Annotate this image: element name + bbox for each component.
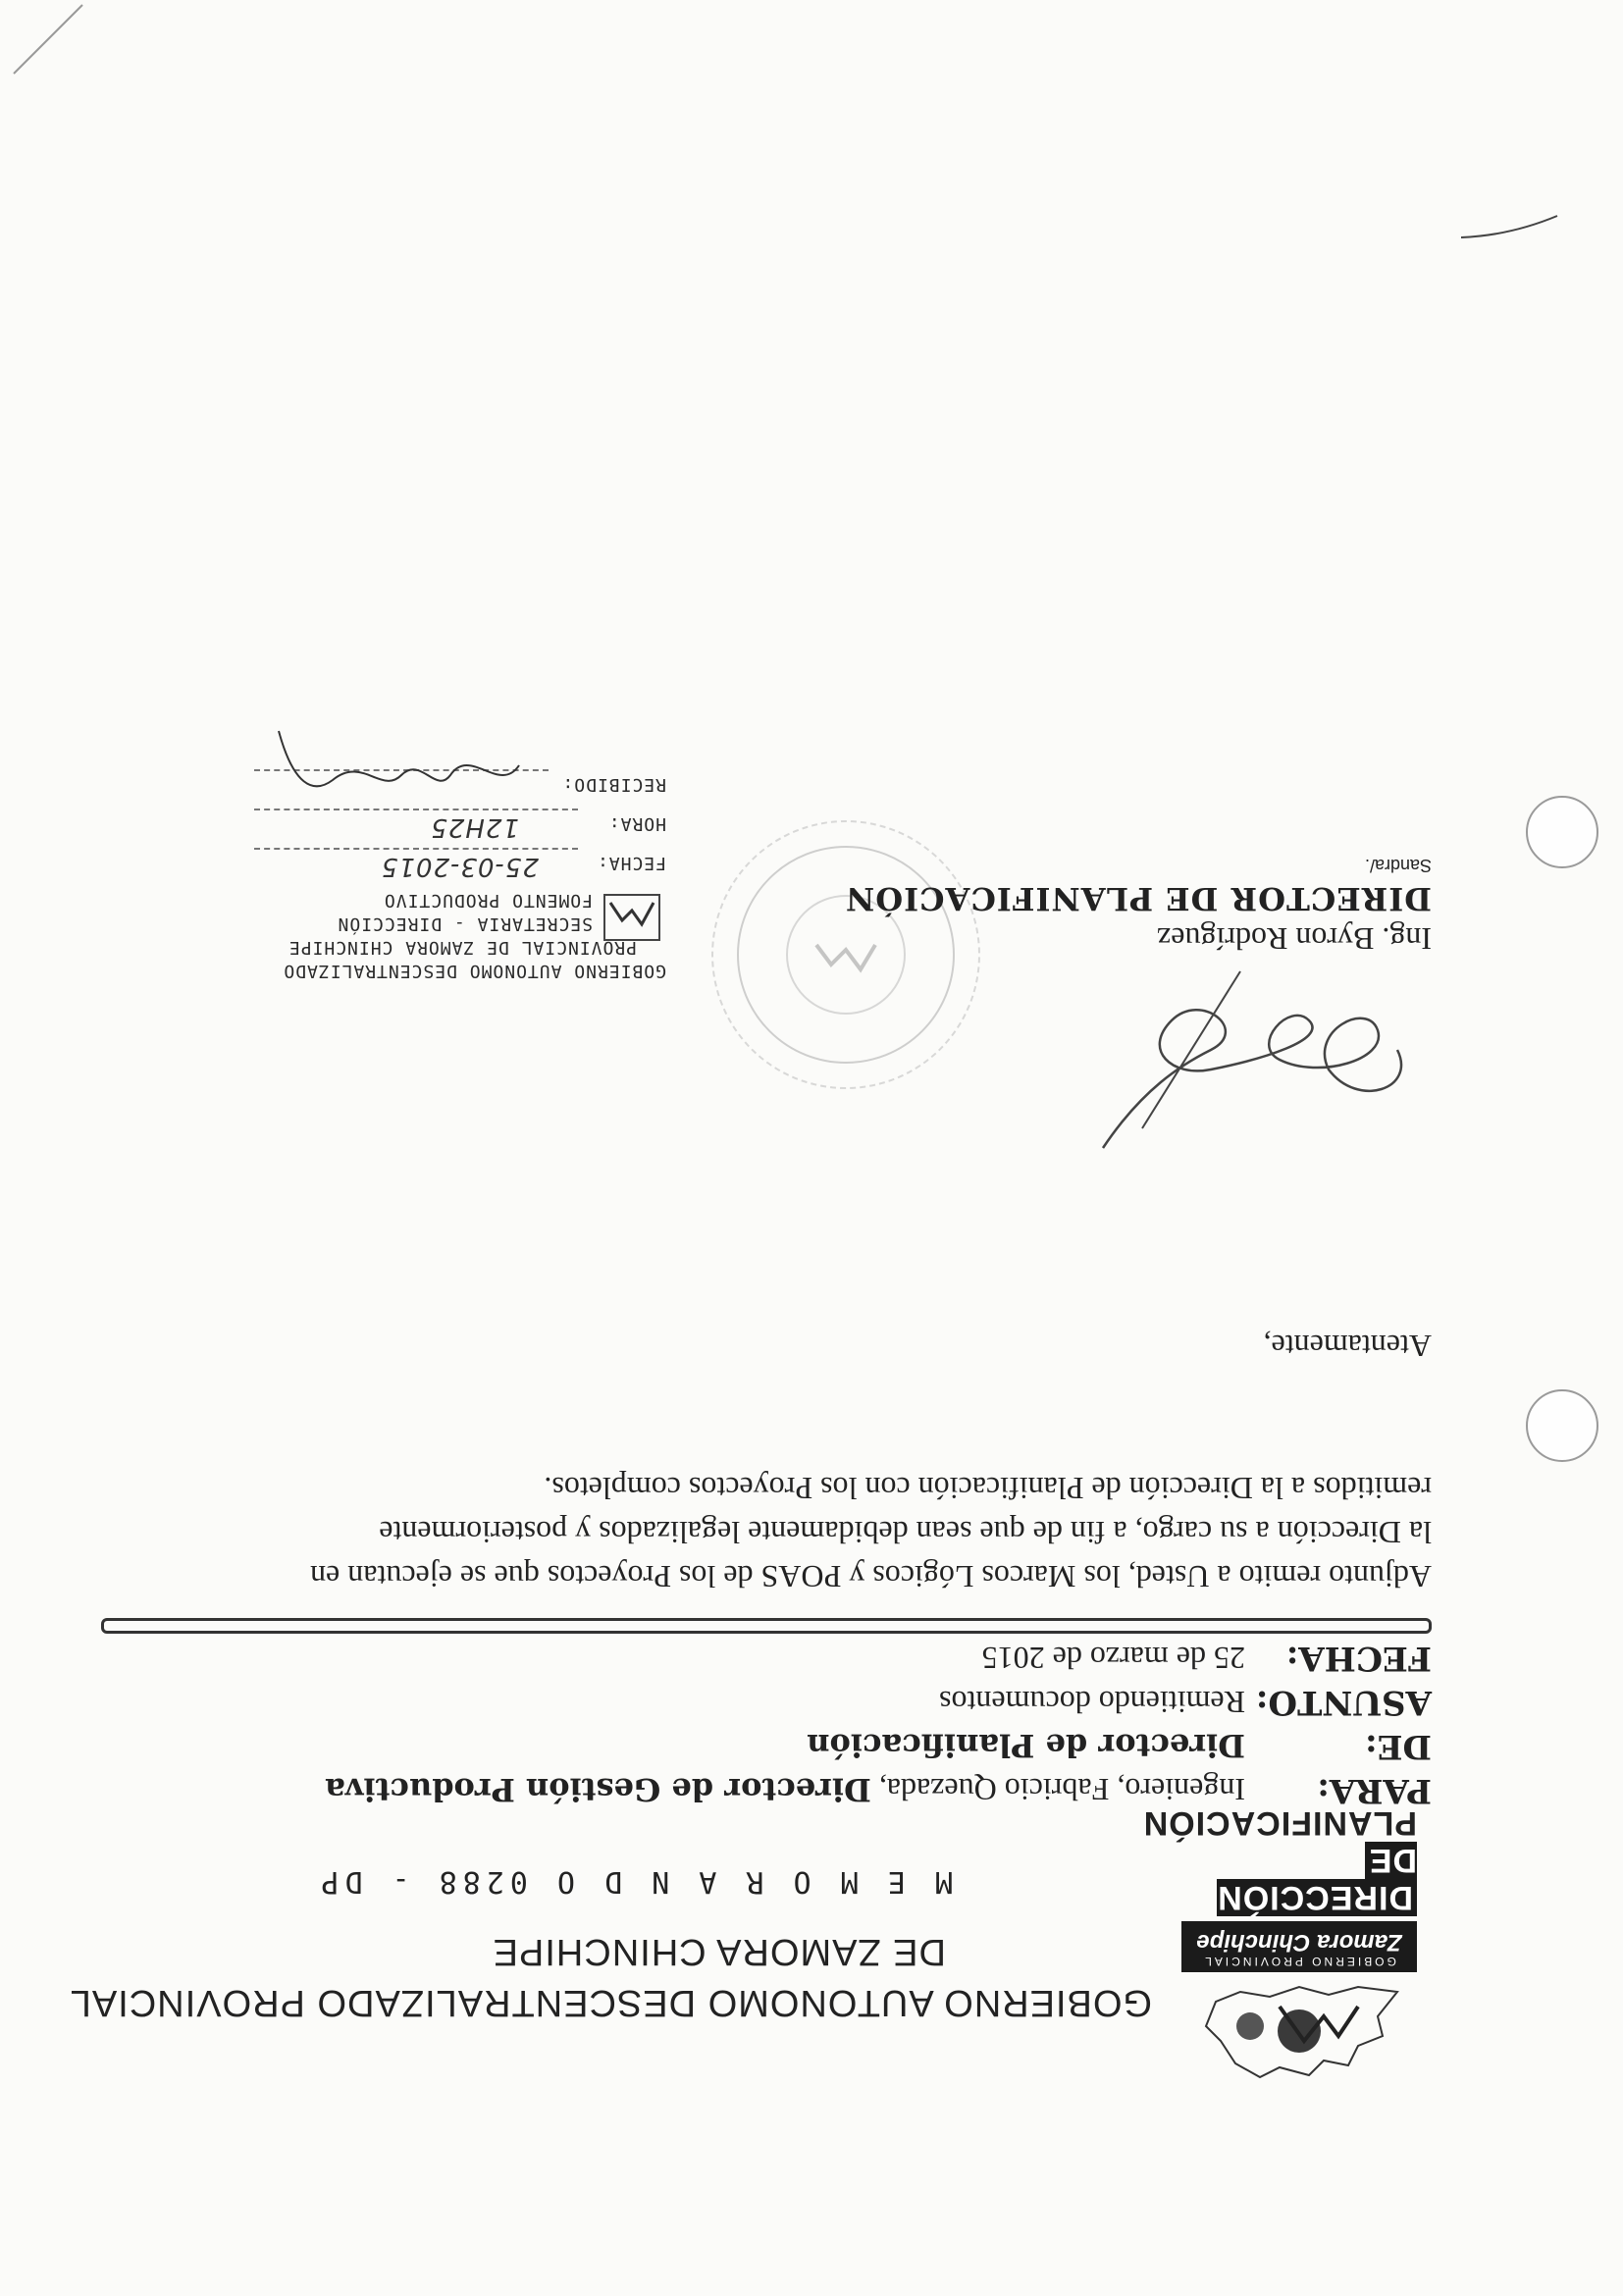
- typist-initials: Sandra/.: [1364, 856, 1432, 875]
- institution-logo: [1142, 1791, 1417, 2085]
- recipient-signature-scribble: [274, 726, 529, 814]
- asunto-value: Remitiendo documentos: [939, 1685, 1245, 1720]
- stamp-line-1: GOBIERNO AUTONOMO DESCENTRALIZADO: [283, 961, 666, 981]
- signer-name: Ing. Byron Rodríguez: [1157, 921, 1432, 957]
- logo-brand: Zamora Chinchipe: [1196, 1929, 1402, 1956]
- seal-emblem-icon: [713, 822, 978, 1087]
- stamp-hora-value: 12H25: [430, 812, 519, 842]
- stamp-line-3: SECRETARIA - DIRECCIÓN: [337, 913, 593, 934]
- received-stamp: [235, 667, 666, 981]
- folded-corner: [4, 0, 92, 78]
- body-line-2: la Dirección a su cargo, a fin de que sean debidamente legalizados y posteriormente: [379, 1515, 1432, 1550]
- logo-line1: DIRECCIÓN DE: [1217, 1842, 1417, 1916]
- body-line-3: remitidos a la Dirección de Planificación con los Proyectos completos.: [544, 1471, 1432, 1506]
- signature-scribble: [1083, 952, 1437, 1168]
- fecha-label: FECHA:: [1285, 1639, 1432, 1678]
- logo-small-text: GOBIERNO PROVINCIAL: [1202, 1955, 1396, 1968]
- stamp-line-4: FOMENTO PRODUCTIVO: [383, 890, 593, 911]
- stamp-emblem-icon: [602, 893, 661, 942]
- para-label: PARA:: [1317, 1771, 1432, 1810]
- org-name-line2: DE ZAMORA CHINCHIPE: [492, 1931, 946, 1972]
- para-value: Ingeniero, Fabricio Quezada, Director de Gestión Productiva: [325, 1771, 1245, 1808]
- official-seal: [711, 820, 980, 1089]
- signer-title: DIRECTOR DE PLANIFICACIÓN: [844, 880, 1432, 917]
- logo-brand-band: [1181, 1921, 1417, 1972]
- separator-rule: [101, 1618, 1432, 1634]
- logo-direction: [1142, 1804, 1417, 1916]
- org-name-line1: GOBIERNO AUTONOMO DESCENTRALIZADO PROVINCIAL: [69, 1982, 1152, 2023]
- stamp-fecha-label: FECHA:: [596, 853, 666, 873]
- logo-line2: PLANIFICACIÓN: [1142, 1804, 1417, 1842]
- body-line-1: Adjunto remito a Usted, los Marcos Lógicos y POAS de los Proyectos que se ejecutan en: [310, 1559, 1432, 1594]
- stamp-recibido-label: RECIBIDO:: [561, 774, 666, 795]
- stamp-line-2: PROVINCIAL DE ZAMORA CHINCHIPE: [288, 937, 637, 958]
- stamp-fecha-line: [254, 848, 578, 850]
- punch-hole-top: [1526, 1389, 1598, 1462]
- de-value: Director de Planificación: [807, 1727, 1245, 1764]
- memo-number: M E M O R A N D O 0288 - DP: [315, 1864, 953, 1899]
- stamp-hora-label: HORA:: [607, 813, 666, 834]
- punch-hole-bottom: [1526, 796, 1598, 868]
- province-map-icon: [1181, 1977, 1417, 2085]
- fecha-value: 25 de marzo de 2015: [981, 1641, 1245, 1676]
- de-label: DE:: [1365, 1727, 1432, 1766]
- asunto-label: ASUNTO:: [1255, 1683, 1432, 1722]
- stamp-fecha-value: 25-03-2015: [380, 852, 539, 881]
- scan-mark: [1451, 206, 1559, 245]
- salutation: Atentamente,: [1263, 1329, 1432, 1364]
